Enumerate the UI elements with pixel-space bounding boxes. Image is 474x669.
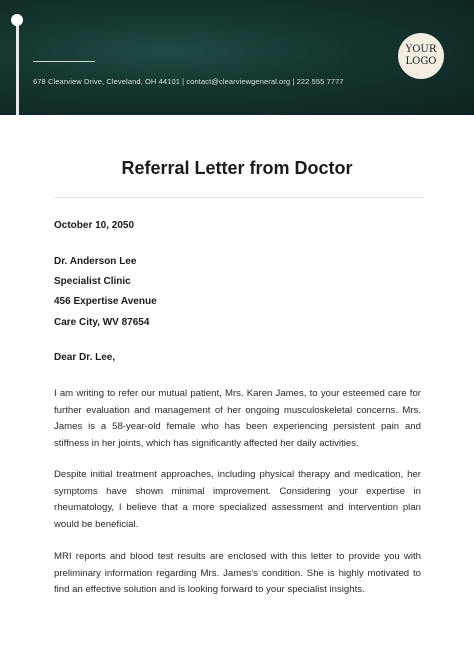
decorative-vertical-line <box>16 22 19 115</box>
decorative-dot <box>11 14 23 26</box>
salutation: Dear Dr. Lee, <box>54 352 116 363</box>
logo-text-line2: LOGO <box>405 56 437 67</box>
body-paragraph: Despite initial treatment approaches, including physical therapy and medication, her symptoms have shown minimal improvement. Considering your expertise in rheumatology, I believe that a more specialized assessment and intervention plan would be beneficial. <box>54 469 421 530</box>
body-paragraph: MRI reports and blood test results are enclosed with this letter to provide you with preliminary information regarding Mrs. James's condition. She is highly motivated to find an effective solution and is looking forward to your specialist insights. <box>54 551 421 595</box>
body-paragraph: I am writing to refer our mutual patient, Mrs. Karen James, to your esteemed care for further evaluation and management of her ongoing musculoskeletal concerns. Mrs. James is a 58-year-old female who has been experiencing persistent pain and stiffness in her joints, which has significantly affected her daily activities. <box>54 388 421 449</box>
decorative-rule <box>33 61 95 62</box>
recipient-organization: Specialist Clinic <box>54 276 131 287</box>
letter-title: Referral Letter from Doctor <box>121 158 353 178</box>
logo-text-line1: YOUR <box>405 44 437 55</box>
logo-placeholder <box>398 33 444 79</box>
contact-info: 678 Clearview Drive, Cleveland, OH 44101 | contact@clearviewgeneral.org | 222 555 7777 <box>33 77 344 86</box>
recipient-city: Care City, WV 87654 <box>54 317 150 328</box>
letter-date: October 10, 2050 <box>54 220 135 231</box>
recipient-street: 456 Expertise Avenue <box>54 296 157 307</box>
recipient-name: Dr. Anderson Lee <box>54 256 137 267</box>
letterhead-banner <box>0 0 474 115</box>
title-divider <box>54 197 424 198</box>
